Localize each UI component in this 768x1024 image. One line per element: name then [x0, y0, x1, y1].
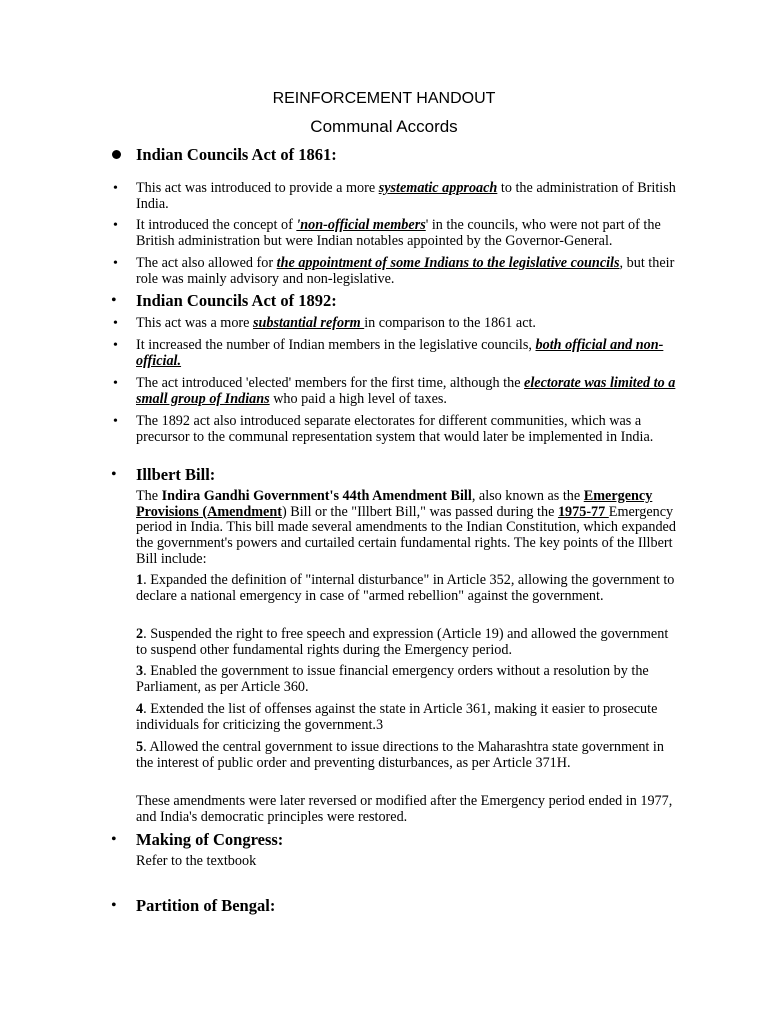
heading-bullet: •	[111, 897, 117, 914]
closing-paragraph: These amendments were later reversed or modified after the Emergency period ended in 1977, and India's democratic principles were restored.	[136, 793, 673, 825]
section-note: Refer to the textbook	[136, 853, 257, 869]
list-item: It introduced the concept of 'non-official members' in the councils, who were not part of the British administration but were Indian notables appointed by the Governor-General.	[136, 217, 661, 249]
page-title: REINFORCEMENT HANDOUT	[272, 90, 496, 107]
numbered-point: 4. Extended the list of offenses against the state in Article 361, making it easier to prosecute individuals for criticizing the government.3	[136, 701, 658, 733]
section-heading-illbert: Illbert Bill:	[136, 465, 216, 484]
section-heading-1861: Indian Councils Act of 1861:	[136, 145, 337, 164]
heading-bullet: •	[111, 466, 117, 483]
list-bullet: •	[113, 338, 118, 353]
list-item: The act also allowed for the appointment of some Indians to the legislative councils, but their role was mainly advisory and non-legislative.	[136, 255, 675, 287]
list-bullet: •	[113, 376, 118, 391]
section-heading-1892: Indian Councils Act of 1892:	[136, 291, 337, 310]
list-bullet: •	[113, 316, 118, 331]
list-bullet: •	[113, 181, 118, 196]
numbered-point: 1. Expanded the definition of "internal disturbance" in Article 352, allowing the government to declare a national emergency in case of "armed rebellion" against the government.	[136, 572, 675, 604]
list-item: It increased the number of Indian members in the legislative councils, both official and non-official.	[136, 337, 664, 369]
numbered-point: 5. Allowed the central government to issue directions to the Maharashtra state government in the interest of public order and preventing disturbances, as per Article 371H.	[136, 739, 664, 771]
section-heading-bengal: Partition of Bengal:	[136, 896, 276, 915]
list-bullet: •	[113, 414, 118, 429]
list-item: The 1892 act also introduced separate electorates for different communities, which was a precursor to the communal representation system that would later be implemented in India.	[136, 413, 654, 445]
numbered-point: 3. Enabled the government to issue financial emergency orders without a resolution by the Parliament, as per Article 360.	[136, 663, 649, 695]
numbered-point: 2. Suspended the right to free speech and expression (Article 19) and allowed the government to suspend other fundamental rights during the Emergency period.	[136, 626, 669, 658]
list-bullet: •	[113, 256, 118, 271]
page-subtitle: Communal Accords	[310, 117, 458, 136]
list-item: The act introduced 'elected' members for the first time, although the electorate was limited to a small group of Indians who paid a high level of taxes.	[136, 375, 676, 407]
section-heading-congress: Making of Congress:	[136, 830, 284, 849]
list-bullet: •	[113, 218, 118, 233]
intro-paragraph: The Indira Gandhi Government's 44th Amendment Bill, also known as the Emergency Provisions (Amendment) Bill or the "Illbert Bill," was passed during the 1975-77 Emergency period in India. This bill made several amendments to the Indian Constitution, which expanded the government's powers and curtailed certain fundamental rights. The key points of the Illbert Bill include:	[136, 488, 676, 567]
bullet-dot	[112, 150, 121, 159]
heading-bullet: •	[111, 292, 117, 309]
list-item: This act was introduced to provide a more systematic approach to the administration of British India.	[136, 180, 676, 212]
list-item: This act was a more substantial reform in comparison to the 1861 act.	[136, 315, 536, 331]
heading-bullet: •	[111, 831, 117, 848]
